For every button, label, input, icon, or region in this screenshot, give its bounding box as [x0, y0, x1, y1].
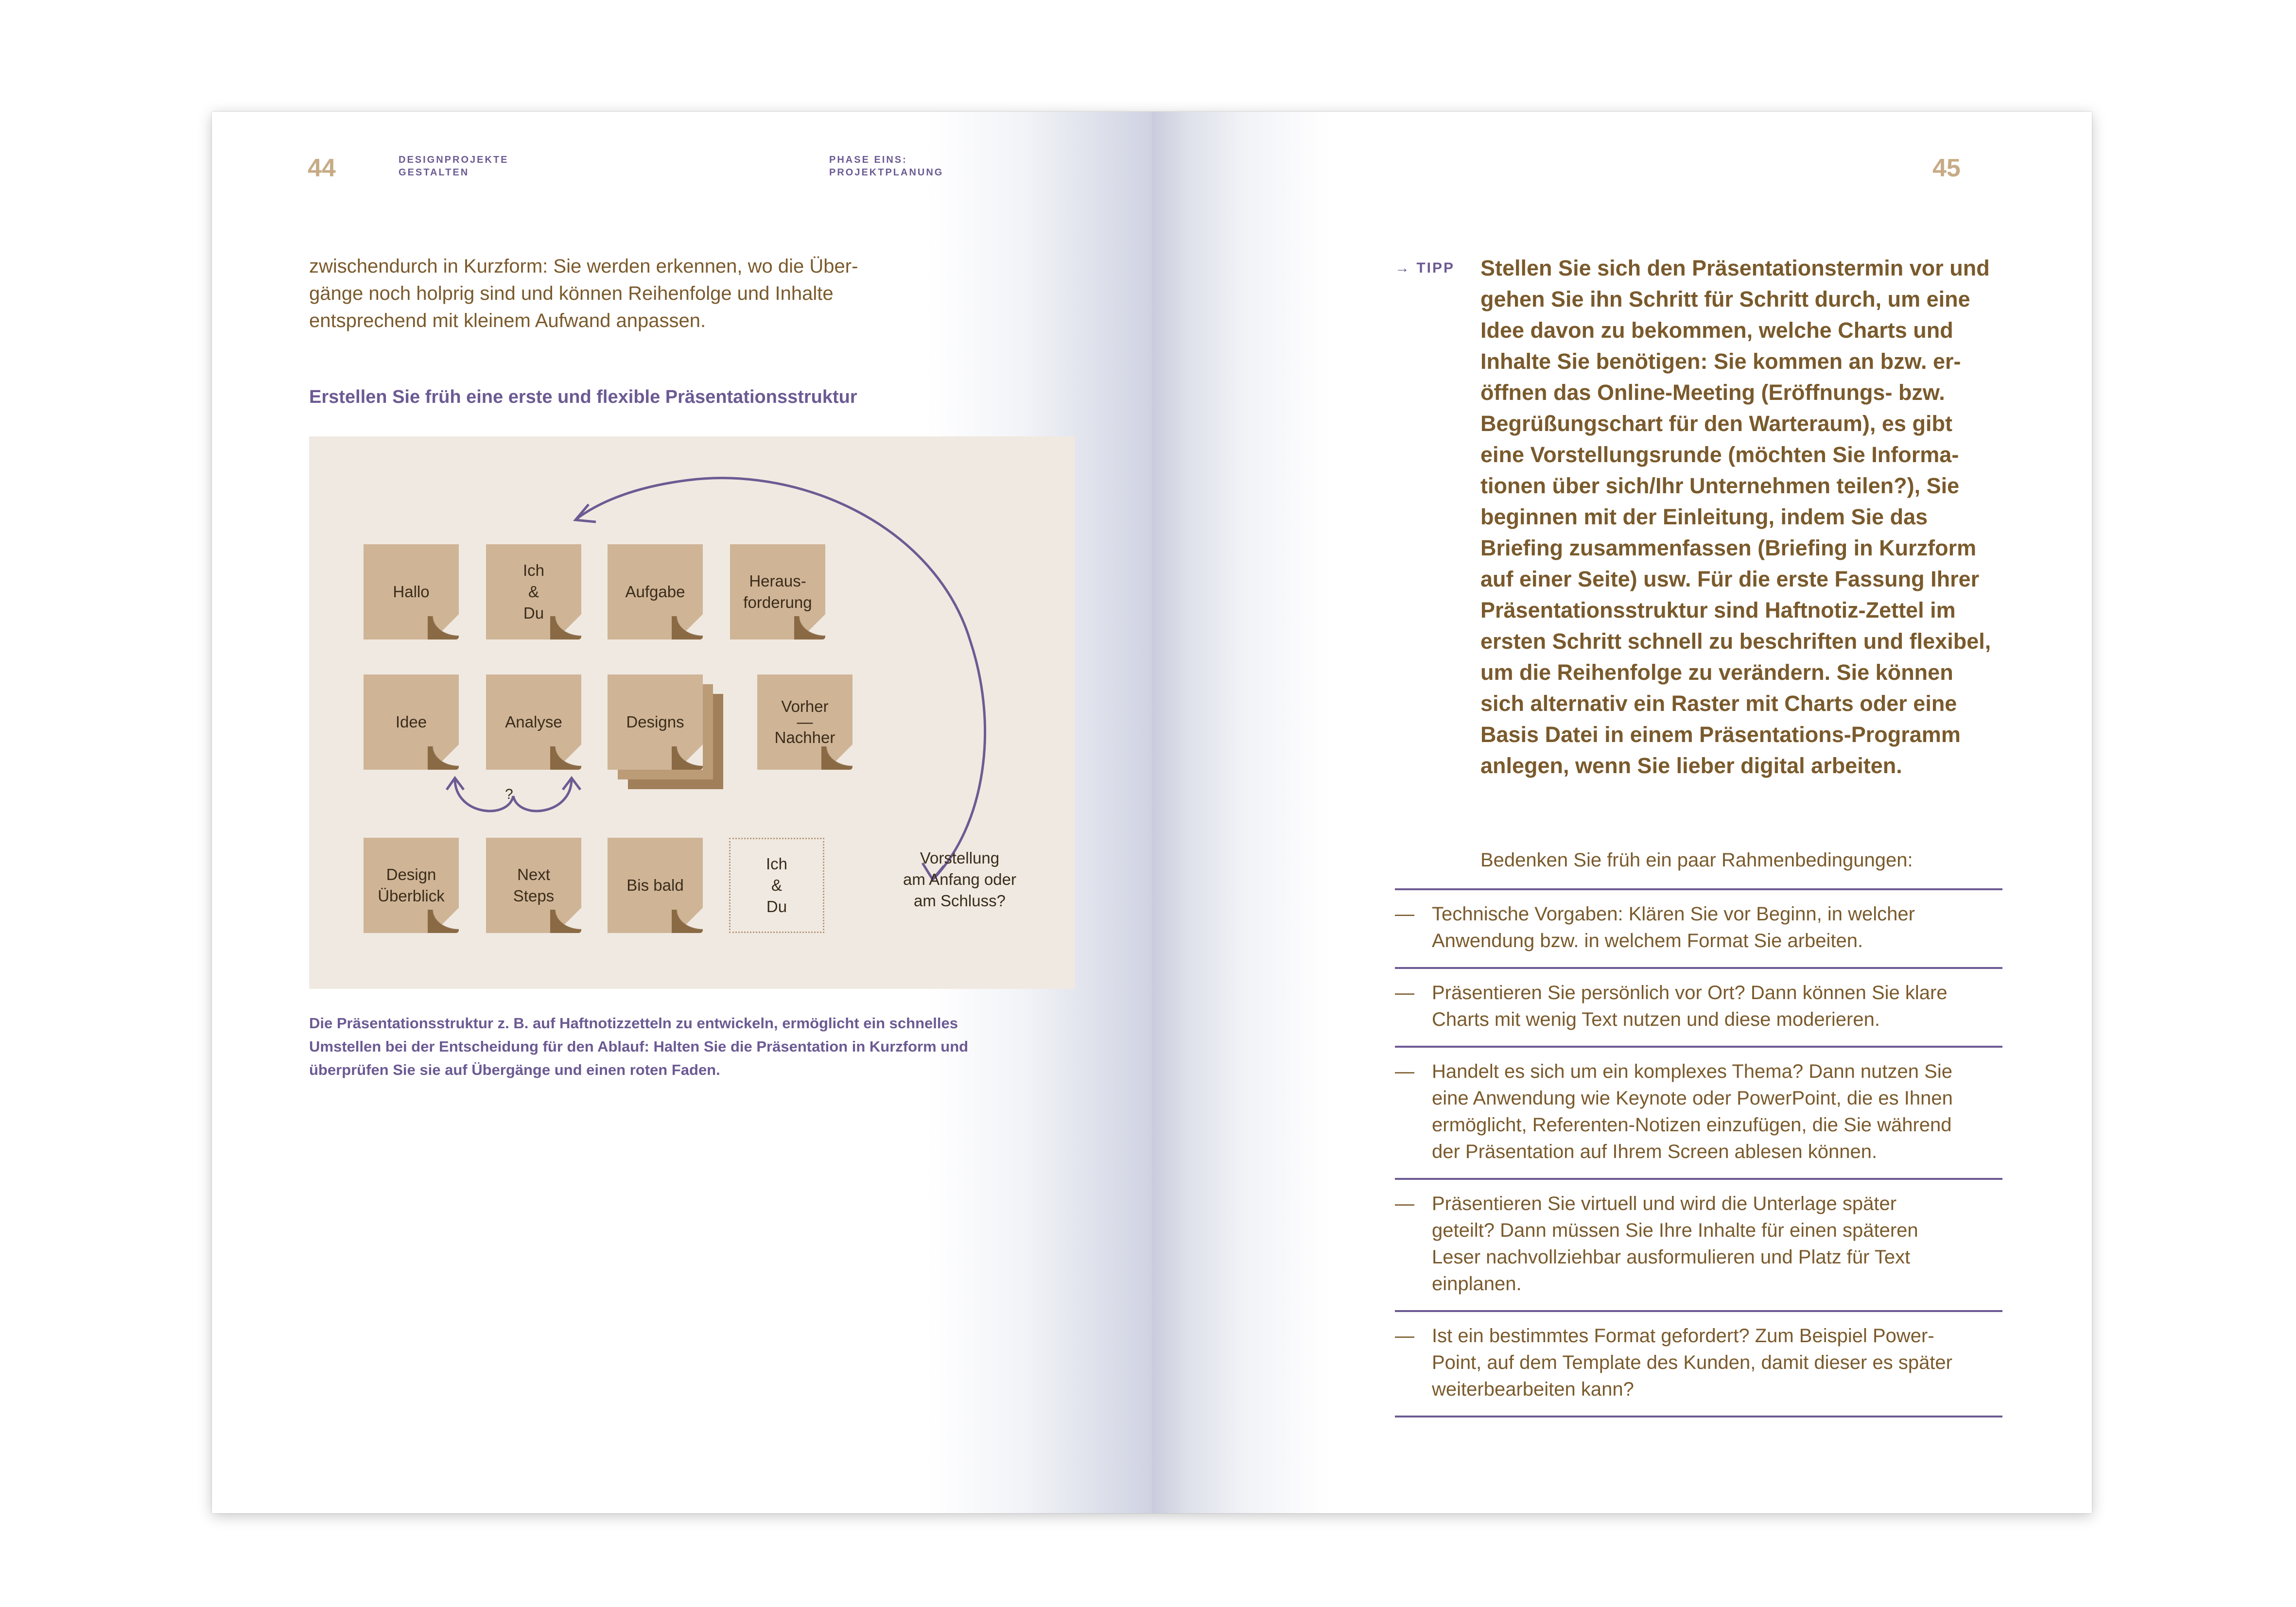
- text-line: geteilt? Dann müssen Sie Ihre Inhalte für einen späteren: [1432, 1220, 1918, 1241]
- text-line: eine Anwendung wie Keynote oder PowerPoint, die es Ihnen: [1432, 1088, 1953, 1109]
- text-line: Präsentationsstruktur sind Haftnotiz-Zettel im: [1480, 598, 1956, 622]
- text-line: überprüfen Sie sie auf Übergänge und einen roten Faden.: [309, 1061, 720, 1078]
- text-line: Point, auf dem Template des Kunden, damit dieser es später: [1432, 1352, 1952, 1373]
- note-label: Nachher: [774, 728, 835, 746]
- text-line: ermöglicht, Referenten-Notizen einzufügen, die Sie während: [1432, 1114, 1952, 1136]
- text-line: ersten Schritt schnell zu beschriften und flexibel,: [1480, 629, 1991, 654]
- note-label: Steps: [513, 887, 555, 905]
- header-line: PROJEKTPLANUNG: [829, 167, 944, 178]
- dash-bullet: —: [1395, 1325, 1414, 1347]
- text-line: Inhalte Sie benötigen: Sie kommen an bzw. er-: [1480, 349, 1961, 374]
- text-line: tionen über sich/Ihr Unternehmen teilen?), Sie: [1480, 473, 1960, 498]
- text-line: Handelt es sich um ein komplexes Thema? Dann nutzen Sie: [1432, 1061, 1952, 1082]
- section-subheading: Erstellen Sie früh eine erste und flexible Präsentationsstruktur: [309, 387, 857, 407]
- note-label: Ich: [522, 561, 545, 579]
- note-label: —: [797, 713, 813, 731]
- bedenken-intro: Bedenken Sie früh ein paar Rahmenbedingungen:: [1480, 849, 1913, 871]
- note-ich-du-placeholder: [729, 838, 824, 933]
- text-line: Technische Vorgaben: Klären Sie vor Beginn, in welcher: [1432, 903, 1915, 925]
- text-line: Briefing zusammenfassen (Briefing in Kurzform: [1480, 536, 1977, 560]
- note-label: &: [528, 583, 539, 601]
- list-item: [1395, 967, 2002, 1046]
- note-label: Überblick: [378, 887, 445, 905]
- note-vorher-nachher: [757, 674, 852, 770]
- note-label: Heraus-: [749, 572, 806, 590]
- text-line: Vorstellung: [920, 849, 1000, 867]
- note-label: Ich: [765, 855, 788, 873]
- swap-arrow-right: [513, 779, 572, 811]
- text-line: Stellen Sie sich den Präsentationstermin vor und: [1480, 256, 1990, 280]
- header-line: PHASE EINS:: [829, 155, 907, 165]
- header-line: GESTALTEN: [399, 167, 470, 178]
- text-line: Basis Datei in einem Präsentations-Programm: [1480, 722, 1961, 747]
- dash-bullet: —: [1395, 1061, 1414, 1082]
- note-next-steps: [486, 838, 581, 933]
- text-line: Anwendung bzw. in welchem Format Sie arbeiten.: [1432, 930, 1863, 951]
- text-line: am Schluss?: [914, 892, 1006, 910]
- text-line: beginnen mit der Einleitung, indem Sie das: [1480, 504, 1928, 529]
- note-design-ueberblick: [364, 838, 459, 933]
- text-line: Idee davon zu bekommen, welche Charts und: [1480, 318, 1953, 343]
- list-item: [1395, 1178, 2002, 1310]
- text-line: Umstellen bei der Entscheidung für den Ablauf: Halten Sie die Präsentation in Kurzform und: [309, 1038, 969, 1055]
- dash-bullet: —: [1395, 1193, 1414, 1214]
- left-page: [212, 112, 1152, 1513]
- text-line: weiterbearbeiten kann?: [1432, 1379, 1634, 1400]
- text-line: Ist ein bestimmtes Format gefordert? Zum Beispiel Power-: [1432, 1325, 1934, 1347]
- note-analyse: [486, 674, 581, 770]
- note-label: Idee: [395, 713, 427, 731]
- note-bis-bald: [608, 838, 703, 933]
- running-header-left: [399, 154, 508, 179]
- note-label: Designs: [626, 713, 684, 731]
- page-number-left: 44: [308, 154, 336, 182]
- note-label: &: [771, 876, 782, 894]
- tipp-label: → TIPP: [1395, 260, 1455, 276]
- note-label: Du: [766, 898, 787, 916]
- tipp-paragraph: [1480, 253, 1991, 781]
- text-line: entsprechend mit kleinem Aufwand anpassen.: [309, 310, 706, 331]
- note-label: Design: [386, 865, 436, 883]
- note-label: Hallo: [393, 583, 430, 601]
- vorstellung-label: [903, 847, 1016, 912]
- note-ich-du: [486, 544, 581, 639]
- text-line: Präsentieren Sie virtuell und wird die Unterlage später: [1432, 1193, 1897, 1214]
- note-aufgabe: [608, 544, 703, 639]
- text-line: der Präsentation auf Ihrem Screen ablesen können.: [1432, 1141, 1878, 1162]
- note-hallo: [364, 544, 459, 639]
- considerations-list: [1395, 888, 2002, 1417]
- note-label: forderung: [743, 593, 812, 611]
- text-line: zwischendurch in Kurzform: Sie werden erkennen, wo die Über-: [309, 256, 858, 277]
- note-herausforderung: [730, 544, 825, 639]
- sticky-notes-illustration: [309, 436, 1075, 989]
- header-line: DESIGNPROJEKTE: [399, 155, 509, 165]
- intro-paragraph: [309, 253, 858, 334]
- dash-bullet: —: [1395, 903, 1414, 925]
- text-line: Begrüßungschart für den Warteraum), es gibt: [1480, 411, 1952, 436]
- text-line: sich alternativ ein Raster mit Charts oder eine: [1480, 691, 1957, 716]
- text-line: Die Präsentationsstruktur z. B. auf Haftnotizzetteln zu entwickeln, ermöglicht ein schnelles: [309, 1015, 958, 1032]
- text-line: einplanen.: [1432, 1273, 1522, 1295]
- book-spread: [212, 112, 2092, 1513]
- swap-arrow-left: [455, 779, 513, 811]
- text-line: anlegen, wenn Sie lieber digital arbeiten.: [1480, 753, 1902, 778]
- note-label: Aufgabe: [625, 583, 685, 601]
- text-line: öffnen das Online-Meeting (Eröffnungs- bzw.: [1480, 380, 1945, 405]
- text-line: auf einer Seite) usw. Für die erste Fassung Ihrer: [1480, 567, 1980, 591]
- note-label: Analyse: [505, 713, 562, 731]
- text-line: um die Reihenfolge zu verändern. Sie können: [1480, 660, 1953, 685]
- text-line: eine Vorstellungsrunde (möchten Sie Informa-: [1480, 442, 1959, 467]
- text-line: Leser nachvollziehbar ausformulieren und Platz für Text: [1432, 1246, 1911, 1268]
- running-header-right: [829, 154, 943, 179]
- note-label: Vorher: [781, 697, 829, 715]
- note-designs: [608, 674, 703, 770]
- illustration-caption: [309, 1012, 968, 1082]
- text-line: gänge noch holprig sind und können Reihenfolge und Inhalte: [309, 283, 834, 304]
- list-item: [1395, 888, 2002, 967]
- question-mark: ?: [505, 786, 513, 802]
- text-line: gehen Sie ihn Schritt für Schritt durch, um eine: [1480, 287, 1970, 311]
- text-line: Charts mit wenig Text nutzen und diese moderieren.: [1432, 1009, 1880, 1030]
- note-label: Bis bald: [626, 876, 684, 894]
- dash-bullet: —: [1395, 982, 1414, 1003]
- list-item: [1395, 1046, 2002, 1178]
- page-number-right: 45: [1932, 154, 1961, 182]
- note-label: Du: [523, 604, 544, 622]
- note-label: Next: [517, 865, 550, 883]
- text-line: am Anfang oder: [903, 870, 1016, 888]
- list-item: [1395, 1310, 2002, 1417]
- text-line: Präsentieren Sie persönlich vor Ort? Dann können Sie klare: [1432, 982, 1948, 1003]
- note-idee: [364, 674, 459, 770]
